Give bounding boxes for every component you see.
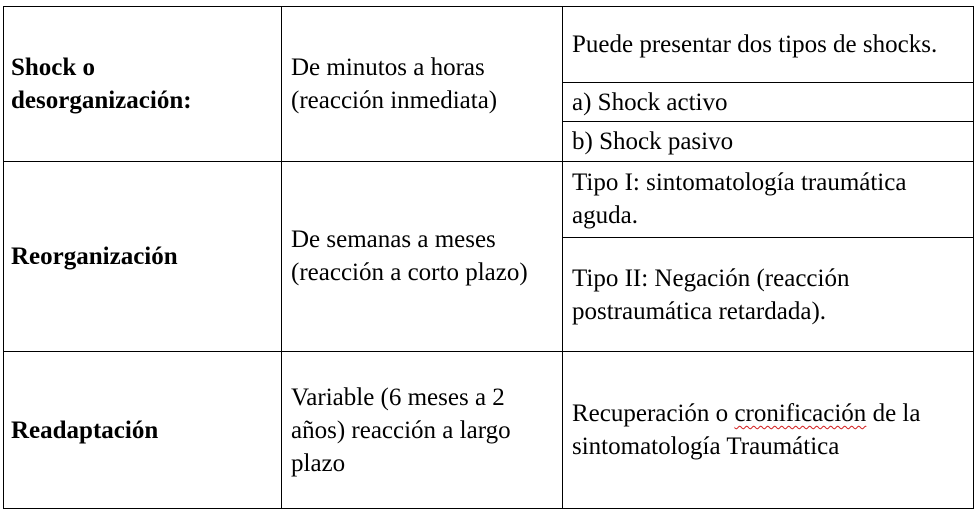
detail-cell-type-two: Tipo II: Negación (reacción postraumática retardada).	[563, 237, 974, 351]
spellcheck-flagged-word[interactable]: cronificación	[734, 400, 867, 428]
trauma-phases-table	[3, 6, 974, 509]
duration-cell-readaptation: Variable (6 meses a 2 años) reacción a largo plazo	[282, 352, 563, 509]
recovery-text-start: Recuperación o	[572, 400, 735, 428]
detail-cell-shock-types: Puede presentar dos tipos de shocks.	[563, 7, 974, 83]
document-table-container	[3, 6, 973, 509]
recovery-text-end: de la sintomatología Traumática	[572, 400, 921, 461]
detail-cell-type-one: Tipo I: sintomatología traumática aguda.	[563, 161, 974, 237]
duration-cell-reorganization: De semanas a meses (reacción a corto plazo)	[282, 161, 563, 352]
detail-cell-shock-passive: b) Shock pasivo	[563, 122, 974, 161]
table-row-readaptation	[4, 352, 974, 509]
detail-cell-recovery	[563, 352, 974, 509]
detail-cell-shock-active: a) Shock activo	[563, 83, 974, 122]
phase-cell-readaptation: Readaptación	[4, 352, 282, 509]
table-row-shock	[4, 7, 974, 83]
duration-cell-shock: De minutos a horas (reacción inmediata)	[282, 7, 563, 162]
phase-cell-reorganization: Reorganización	[4, 161, 282, 352]
table-row-reorganization	[4, 161, 974, 237]
phase-cell-shock: Shock o desorganización:	[4, 7, 282, 162]
